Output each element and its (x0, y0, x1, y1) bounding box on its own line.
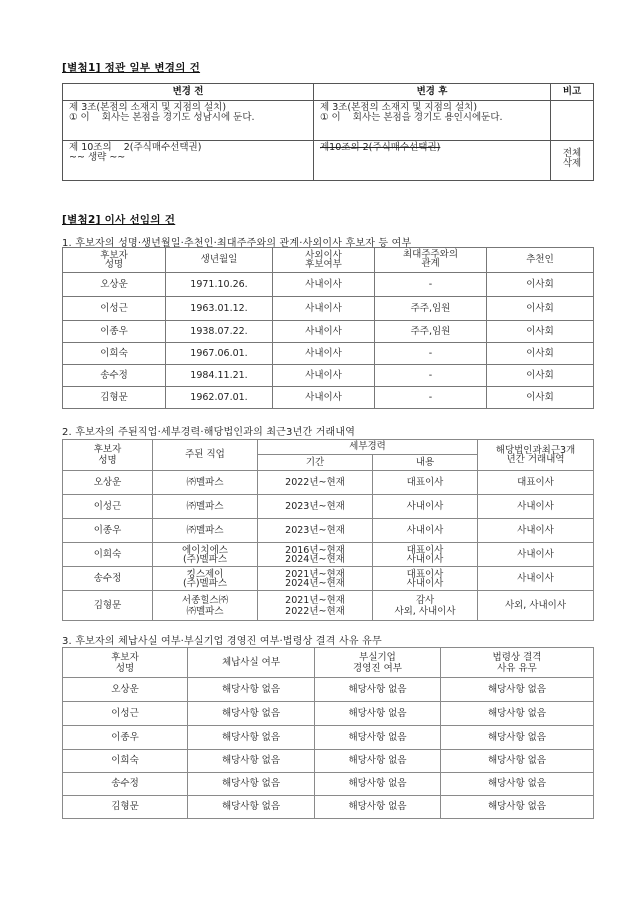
table-header-row (63, 648, 594, 678)
cell-job: ㈜멜파스 (153, 519, 258, 543)
cell-name: 송수정 (63, 365, 166, 387)
header-birth: 생년월일 (166, 248, 273, 273)
cell-birth: 1963.01.12. (166, 297, 273, 321)
header-name (63, 648, 188, 678)
cell-relation: 주주,임원 (375, 321, 487, 343)
header-transactions-line2: 년간 거래내역 (506, 454, 565, 465)
cell-name: 송수정 (63, 567, 153, 591)
period-line2: 2024년~현재 (285, 577, 345, 589)
header-insolvent-line1: 부실기업 (359, 651, 396, 663)
header-name-line2: 성명 (98, 455, 117, 466)
table-row (63, 750, 594, 773)
period-line2: 2024년~현재 (285, 553, 345, 565)
header-transactions-line1: 해당법인과최근3개 (495, 445, 576, 456)
cell-name: 오상운 (63, 471, 153, 495)
header-disqualify-line2: 사유 유무 (497, 662, 537, 674)
table-row (63, 141, 594, 181)
table-header-row (63, 440, 594, 455)
content-line2: 사외, 사내이사 (394, 605, 456, 617)
cell-after (314, 101, 551, 141)
cell-birth: 1938.07.22. (166, 321, 273, 343)
before-line1: 제 3조(본점의 소재지 및 지점의 설치) (69, 102, 227, 113)
header-outside-line2: 후보여부 (305, 259, 342, 270)
note-line1: 전체 (562, 148, 582, 159)
cell-arrears: 해당사항 없음 (188, 796, 315, 819)
cell-content (373, 591, 478, 621)
cell-note (551, 101, 594, 141)
attachment1-title: [별첨1] 정관 일부 변경의 건 (62, 62, 201, 74)
cell-job: ㈜멜파스 (153, 471, 258, 495)
period-line1: 2021년~현재 (285, 568, 345, 580)
cell-disqualify: 해당사항 없음 (441, 702, 594, 726)
cell-arrears: 해당사항 없음 (188, 702, 315, 726)
before-line1: 제 10조의 2(주식매수선택권) (69, 142, 202, 153)
header-outside-line1: 사외이사 (305, 250, 342, 261)
table-row (63, 495, 594, 519)
header-before: 변경 전 (63, 84, 314, 101)
table-row (63, 519, 594, 543)
cell-transactions: 사외, 사내이사 (478, 591, 594, 621)
cell-name: 이종우 (63, 519, 153, 543)
cell-content: 대표이사 (373, 471, 478, 495)
cell-disqualify: 해당사항 없음 (441, 796, 594, 819)
header-name-line1: 후보자 (111, 651, 139, 663)
header-name-line1: 후보자 (93, 444, 122, 455)
cell-content: 사내이사 (373, 495, 478, 519)
header-name (63, 248, 166, 273)
cell-job (153, 543, 258, 567)
header-period: 기간 (258, 455, 373, 471)
header-content: 내용 (373, 455, 478, 471)
cell-transactions: 사내이사 (478, 519, 594, 543)
section1-title: 1. 후보자의 성명·생년월일·추천인·최대주주와의 관계·사외이사 후보자 등 여부 (62, 238, 412, 249)
cell-name: 이성근 (63, 297, 166, 321)
table-row (63, 343, 594, 365)
cell-relation: - (375, 365, 487, 387)
table-row (63, 273, 594, 297)
cell-recommender: 이사회 (487, 387, 594, 409)
cell-transactions: 대표이사 (478, 471, 594, 495)
cell-transactions: 사내이사 (478, 495, 594, 519)
cell-transactions: 사내이사 (478, 567, 594, 591)
cell-recommender: 이사회 (487, 297, 594, 321)
note-line2: 삭제 (562, 158, 582, 169)
cell-outside: 사내이사 (273, 321, 375, 343)
cell-arrears: 해당사항 없음 (188, 678, 315, 702)
header-job: 주된 직업 (153, 440, 258, 471)
header-insolvent (315, 648, 441, 678)
cell-birth: 1962.07.01. (166, 387, 273, 409)
cell-name: 오상운 (63, 273, 166, 297)
cell-note (551, 141, 594, 181)
before-line2: ① 이 회사는 본점을 경기도 성남시에 둔다. (69, 112, 255, 123)
cell-name: 이희숙 (63, 750, 188, 773)
header-name-line2: 성명 (115, 662, 135, 674)
header-name-line1: 후보자 (100, 250, 128, 261)
cell-period: 2023년~현재 (258, 519, 373, 543)
cell-insolvent: 해당사항 없음 (315, 678, 441, 702)
after-line1-deleted: 제10조의 2(주식매수선택권) (320, 142, 441, 153)
header-after: 변경 후 (314, 84, 551, 101)
job-line2: (주)멜파스 (182, 553, 228, 565)
cell-relation: 주주,임원 (375, 297, 487, 321)
job-line1: 킹스제이 (186, 568, 224, 580)
cell-job: ㈜멜파스 (153, 495, 258, 519)
table-row (63, 591, 594, 621)
cell-name: 이희숙 (63, 343, 166, 365)
header-disqualify-line1: 법령상 결격 (492, 651, 542, 663)
cell-content (373, 543, 478, 567)
attachment2-title: [별첨2] 이사 선임의 건 (62, 214, 176, 226)
cell-name: 이성근 (63, 702, 188, 726)
header-name-line2: 성명 (104, 259, 124, 270)
section2-title: 2. 후보자의 주된직업·세부경력·해당법인과의 최근3년간 거래내역 (62, 427, 356, 438)
candidate-info-table (62, 247, 594, 409)
cell-disqualify: 해당사항 없음 (441, 726, 594, 750)
cell-disqualify: 해당사항 없음 (441, 773, 594, 796)
cell-outside: 사내이사 (273, 273, 375, 297)
cell-name: 오상운 (63, 678, 188, 702)
cell-name: 이종우 (63, 726, 188, 750)
cell-outside: 사내이사 (273, 297, 375, 321)
cell-content (373, 567, 478, 591)
cell-birth: 1971.10.26. (166, 273, 273, 297)
cell-insolvent: 해당사항 없음 (315, 702, 441, 726)
cell-name: 이희숙 (63, 543, 153, 567)
cell-recommender: 이사회 (487, 321, 594, 343)
job-line1: 에이치에스 (182, 544, 228, 556)
cell-arrears: 해당사항 없음 (188, 750, 315, 773)
table-row (63, 543, 594, 567)
cell-period (258, 591, 373, 621)
header-insolvent-line2: 경영진 여부 (353, 662, 402, 674)
cell-recommender: 이사회 (487, 273, 594, 297)
header-transactions (478, 440, 594, 471)
cell-before (63, 101, 314, 141)
table-row (63, 387, 594, 409)
cell-after (314, 141, 551, 181)
cell-outside: 사내이사 (273, 365, 375, 387)
cell-relation: - (375, 387, 487, 409)
candidate-disqualification-table (62, 647, 594, 819)
cell-relation: - (375, 273, 487, 297)
cell-content: 사내이사 (373, 519, 478, 543)
table-row (63, 702, 594, 726)
cell-relation: - (375, 343, 487, 365)
cell-period: 2023년~현재 (258, 495, 373, 519)
cell-recommender: 이사회 (487, 343, 594, 365)
cell-name: 김형문 (63, 387, 166, 409)
cell-insolvent: 해당사항 없음 (315, 796, 441, 819)
header-relation-line2: 관계 (421, 258, 440, 269)
cell-insolvent: 해당사항 없음 (315, 773, 441, 796)
cell-transactions: 사내이사 (478, 543, 594, 567)
cell-insolvent: 해당사항 없음 (315, 750, 441, 773)
cell-period: 2022년~현재 (258, 471, 373, 495)
header-relation-line1: 최대주주와의 (402, 249, 459, 260)
table-row (63, 321, 594, 343)
header-disqualify (441, 648, 594, 678)
cell-recommender: 이사회 (487, 365, 594, 387)
section3-title: 3. 후보자의 체납사실 여부·부실기업 경영진 여부·법령상 결격 사유 유무 (62, 636, 382, 647)
period-line1: 2016년~현재 (285, 544, 345, 556)
cell-job (153, 591, 258, 621)
header-relation (375, 248, 487, 273)
job-line1: 서종힐스㈜ (181, 594, 229, 606)
cell-birth: 1984.11.21. (166, 365, 273, 387)
table-row (63, 297, 594, 321)
table-row (63, 678, 594, 702)
table-row (63, 773, 594, 796)
header-recommender: 추천인 (487, 248, 594, 273)
cell-birth: 1967.06.01. (166, 343, 273, 365)
table-header-row (63, 84, 594, 101)
header-arrears: 체납사실 여부 (188, 648, 315, 678)
before-line2: ~~ 생략 ~~ (69, 152, 126, 163)
table-row (63, 567, 594, 591)
cell-period (258, 543, 373, 567)
cell-disqualify: 해당사항 없음 (441, 678, 594, 702)
cell-name: 이성근 (63, 495, 153, 519)
header-career: 세부경력 (258, 440, 478, 455)
header-note: 비고 (551, 84, 594, 101)
table-row (63, 726, 594, 750)
table-row (63, 101, 594, 141)
table-row (63, 796, 594, 819)
content-line1: 대표이사 (406, 544, 444, 556)
content-line1: 대표이사 (406, 568, 444, 580)
cell-before (63, 141, 314, 181)
cell-disqualify: 해당사항 없음 (441, 750, 594, 773)
table-row (63, 365, 594, 387)
header-outside-director (273, 248, 375, 273)
header-name (63, 440, 153, 471)
after-line2: ① 이 회사는 본점을 경기도 용인시에둔다. (320, 112, 503, 123)
content-line2: 사내이사 (406, 553, 444, 565)
cell-arrears: 해당사항 없음 (188, 726, 315, 750)
table-header-row (63, 248, 594, 273)
after-line1: 제 3조(본점의 소재지 및 지점의 설치) (320, 102, 478, 113)
cell-outside: 사내이사 (273, 387, 375, 409)
period-line1: 2021년~현재 (285, 594, 345, 606)
cell-arrears: 해당사항 없음 (188, 773, 315, 796)
period-line2: 2022년~현재 (285, 605, 345, 617)
cell-name: 송수정 (63, 773, 188, 796)
cell-name: 이종우 (63, 321, 166, 343)
job-line2: ㈜멜파스 (186, 605, 224, 617)
table-row (63, 471, 594, 495)
cell-outside: 사내이사 (273, 343, 375, 365)
articles-amendment-table (62, 83, 594, 181)
cell-name: 김형문 (63, 796, 188, 819)
cell-job (153, 567, 258, 591)
job-line2: (주)멜파스 (182, 577, 228, 589)
cell-period (258, 567, 373, 591)
content-line1: 감사 (415, 594, 435, 606)
cell-name: 김형문 (63, 591, 153, 621)
candidate-career-table (62, 439, 594, 621)
content-line2: 사내이사 (406, 577, 444, 589)
cell-insolvent: 해당사항 없음 (315, 726, 441, 750)
